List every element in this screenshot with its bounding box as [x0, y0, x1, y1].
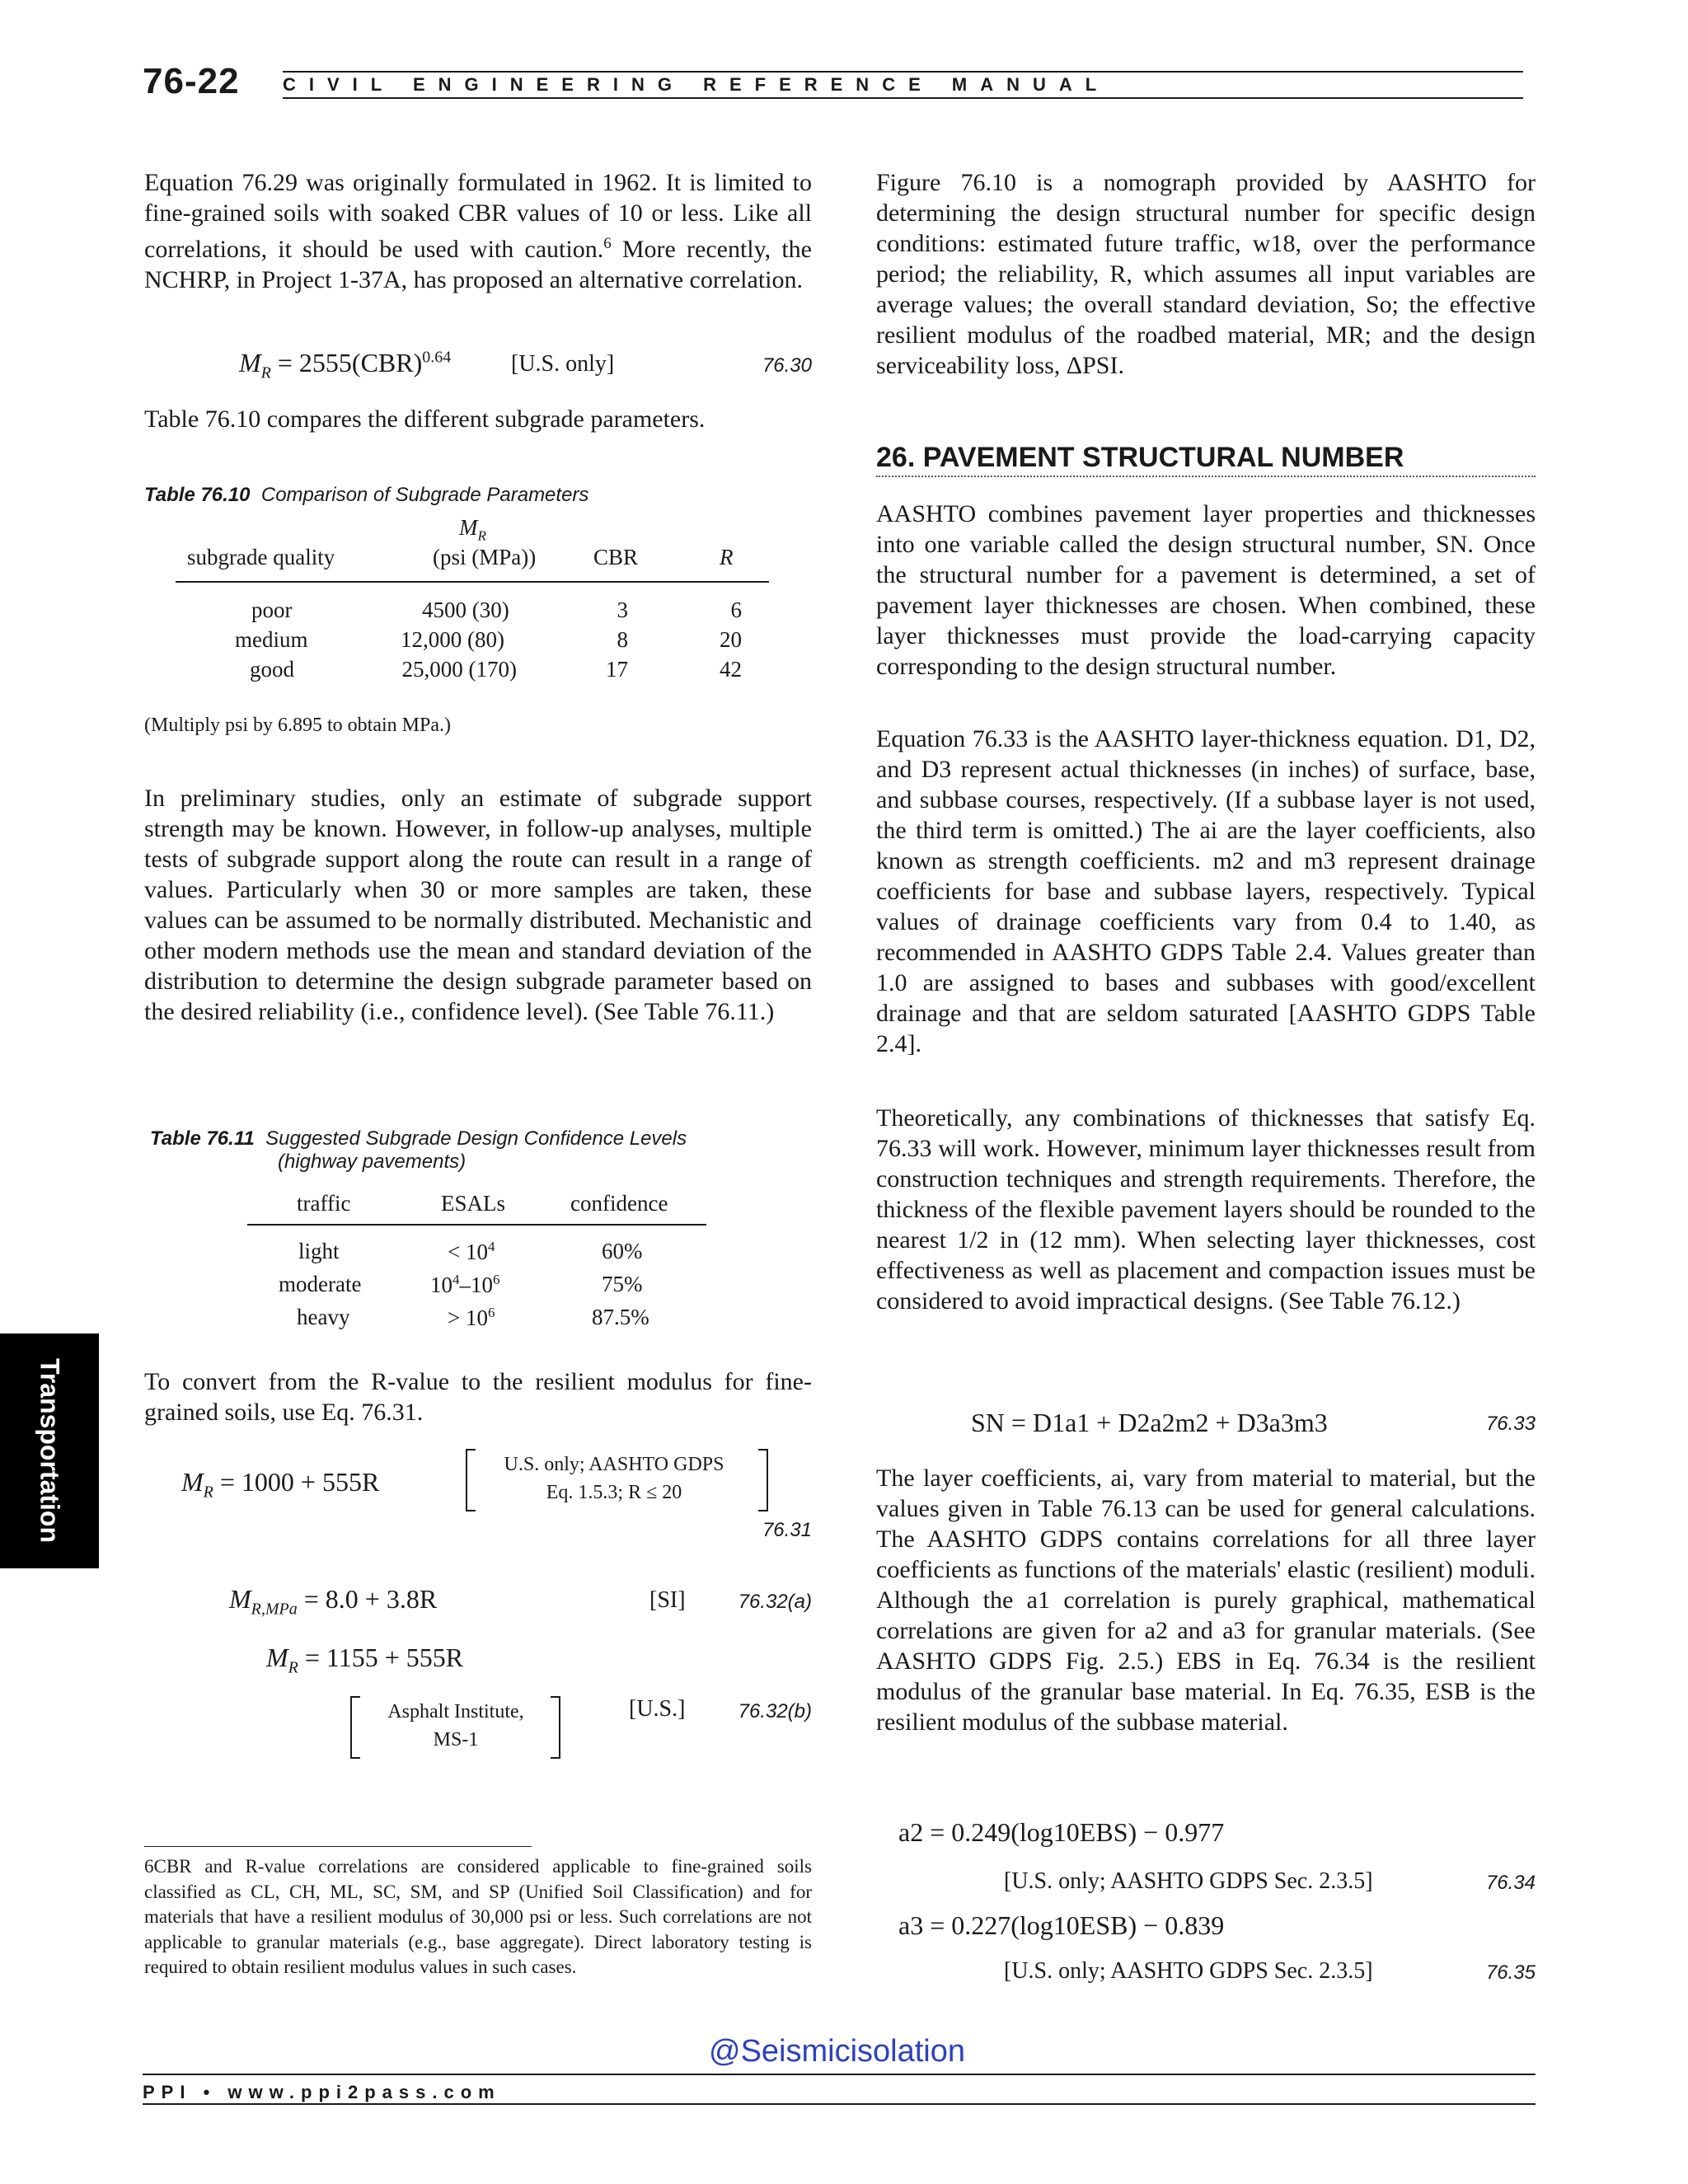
equation-76-34: a2 = 0.249(log10EBS) − 0.977 [U.S. only; AASHTO GDPS Sec. 2.3.5] 76.34 — [898, 1817, 1536, 1894]
equation-number: 76.32(a) — [738, 1591, 812, 1613]
equation-number: 76.35 — [1485, 1961, 1536, 1984]
table-cell: $10^4-10^6$ — [430, 1272, 500, 1297]
watermark-link[interactable]: @Seismicisolation — [709, 2034, 966, 2069]
table-76-10: $M_R$ subgrade quality (psi (MPa)) CBR R poor 4500 (30) 3 6 medium 12,000 (80) 8 20 good 25,000 (170) 17 42 — [144, 515, 787, 672]
table-header: (psi (MPa)) — [433, 545, 537, 569]
table-cell: good — [250, 657, 294, 682]
footnote-rule — [144, 1846, 532, 1847]
equation-number: 76.31 — [762, 1519, 812, 1541]
equation-76-30: $M_R = 2555(CBR)^{0.64}$ [U.S. only] 76.30 — [239, 348, 812, 382]
footer-rule-top — [143, 2074, 1536, 2075]
table-cell: 25,000 (170) — [401, 657, 517, 682]
table-cell: moderate — [279, 1272, 362, 1296]
equation-76-32b: $M_R = 1155 + 555R$ Asphalt Institute, MS-1 [U.S.] 76.32(b) — [266, 1643, 812, 1758]
table-cell: 8 — [617, 627, 628, 652]
right-paragraph-1: Figure 76.10 is a nomograph provided by AASHTO for determining the design structural number for specific design conditions: estimated future traffic, w18, over the performance period; the reliability, R, which assumes all input variables are average values; the overall standard deviation, So; the effective resilient modulus of the roadbed material, MR; and the design serviceability loss, ΔPSI. — [876, 169, 1536, 379]
equation-76-35: a3 = 0.227(log10ESB) − 0.839 [U.S. only; AASHTO GDPS Sec. 2.3.5] 76.35 — [898, 1910, 1536, 1984]
table-76-11-caption: Table 76.11 Suggested Subgrade Design Confidence Levels (highway pavements) — [150, 1127, 687, 1173]
equation-number: 76.30 — [762, 354, 812, 377]
table-cell: < $10^4$ — [448, 1239, 495, 1264]
table-cell: heavy — [297, 1305, 350, 1329]
footnote-6: 6CBR and R-value correlations are considered applicable to fine-grained soils classified as CL, CH, ML, SC, SM, and SP (Unified Soil Classification) and for materials that have a resilient modulus of 30,000 psi or less. Such correlations are not applicable to granular materials (e.g., base aggregate). Direct laboratory testing is required to obtain resilient modulus values in such cases. — [144, 1856, 812, 1977]
table-header: confidence — [570, 1191, 668, 1216]
table-cell: 20 — [720, 627, 742, 652]
footnote-ref[interactable]: 6 — [603, 235, 612, 252]
table-cell: 87.5% — [592, 1305, 649, 1329]
equation-76-32a: $M_{R,MPa} = 8.0 + 3.8R$ [SI] 76.32(a) — [229, 1584, 812, 1619]
right-paragraph-3: Equation 76.33 is the AASHTO layer-thickness equation. D1, D2, and D3 represent actual thicknesses (in inches) of surface, base, and subbase courses, respectively. (If a subbase layer is not used, the third term is omitted.) The ai are the layer coefficients, also known as strength coefficients. m2 and m3 represent drainage coefficients for base and subbase layers, respectively. Typical values of drainage coefficients vary from 0.4 to 1.40, as recommended in AASHTO GDPS Table 2.4. Values greater than 1.0 are assigned to bases and subbases with good/excellent drainage and that are seldom saturated [AASHTO GDPS Table 2.4]. — [876, 725, 1536, 1057]
left-paragraph-2: Table 76.10 compares the different subgrade parameters. — [144, 405, 706, 433]
left-paragraph-1: Equation 76.29 was originally formulated in 1962. It is limited to fine-grained soils with soaked CBR values of 10 or less. Like all correlations, it should be used with caution.$^6$ More recently, the NCHRP, in Project 1-37A, has proposed an alternative correlation. — [144, 169, 812, 293]
header-rule-bottom — [283, 97, 1523, 99]
section-heading: 26. PAVEMENT STRUCTURAL NUMBER — [876, 442, 1404, 473]
table-cell: 4500 (30) — [422, 598, 509, 622]
table-cell: 75% — [602, 1272, 643, 1296]
table-header: subgrade quality — [187, 545, 335, 569]
equation-number: 76.34 — [1485, 1872, 1536, 1894]
table-cell: > $10^6$ — [448, 1305, 495, 1330]
table-76-11 — [247, 1191, 709, 1331]
equation-76-33: SN = D1a1 + D2a2m2 + D3a3m3 76.33 — [971, 1408, 1536, 1437]
table-76-10-caption: Table 76.10 Comparison of Subgrade Parameters — [144, 484, 589, 506]
right-paragraph-2: AASHTO combines pavement layer properties and thicknesses into one variable called the design structural number, SN. Once the structural number for a pavement is determined, a set of pavement layer thicknesses are chosen. When combined, these layer thicknesses must provide the load-carrying capacity corresponding to the design structural number. — [876, 500, 1536, 680]
table-header: ESALs — [441, 1191, 506, 1216]
right-paragraph-5: The layer coefficients, ai, vary from material to material, but the values given in Table 76.13 can be used for general calculations. The AASHTO GDPS contains correlations for all three layer coefficients as functions of the materials' elastic (resilient) moduli. Although the a1 correlation is purely graphical, mathematical correlations are given for a2 and a3 for granular materials. (See AASHTO GDPS Fig. 2.5.) EBS in Eq. 76.34 is the resilient modulus of the granular base material. In Eq. 76.35, ESB is the resilient modulus of the subbase material. — [876, 1465, 1536, 1736]
table-cell: 42 — [720, 657, 742, 682]
running-title: CIVIL ENGINEERING REFERENCE MANUAL — [283, 74, 1110, 95]
left-paragraph-4: To convert from the R-value to the resilient modulus for fine-grained soils, use Eq. 76.31. — [144, 1368, 812, 1426]
header-rule-top — [283, 71, 1523, 73]
section-tab-label: Transportation — [35, 1357, 65, 1544]
equation-number: 76.32(b) — [738, 1700, 812, 1722]
left-paragraph-3: In preliminary studies, only an estimate of subgrade support strength may be known. However, in follow-up analyses, multiple tests of subgrade support along the route can result in a range of values. Particularly when 30 or more samples are taken, these values can be assumed to be normally distributed. Mechanistic and other modern methods use the mean and standard deviation of the distribution to determine the design subgrade parameter based on the desired reliability (i.e., confidence level). (See Table 76.11.) — [144, 785, 812, 1025]
table-cell: medium — [235, 627, 308, 652]
page-number: 76-22 — [143, 61, 240, 101]
table-header: traffic — [297, 1191, 351, 1216]
footer-rule-bottom — [143, 2103, 1536, 2105]
table-header: R — [720, 545, 734, 569]
table-cell: 3 — [617, 598, 628, 622]
section-heading-rule — [876, 476, 1536, 477]
right-paragraph-4: Theoretically, any combinations of thicknesses that satisfy Eq. 76.33 will work. However, minimum layer thicknesses result from construction techniques and strength requirements. Therefore, the thickness of the flexible pavement layers should be rounded to the nearest 1/2 in (12 mm). When selecting layer thicknesses, cost effectiveness as well as placement and compaction issues must be considered to avoid impractical designs. (See Table 76.12.) — [876, 1104, 1536, 1315]
table-cell: 60% — [602, 1239, 643, 1263]
equation-76-31: $M_R = 1000 + 555R$ U.S. only; AASHTO GDPS Eq. 1.5.3; R ≤ 20 76.31 — [181, 1449, 812, 1544]
section-tab[interactable] — [0, 1333, 99, 1568]
table-cell: poor — [251, 598, 293, 622]
table-76-10-note: (Multiply psi by 6.895 to obtain MPa.) — [144, 715, 451, 736]
table-cell: 12,000 (80) — [401, 627, 504, 652]
equation-number: 76.33 — [1485, 1413, 1536, 1435]
table-cell: light — [298, 1239, 340, 1263]
table-cell: 6 — [730, 598, 742, 622]
footer-publisher: PPI • www.ppi2pass.com — [143, 2082, 501, 2102]
table-cell: 17 — [606, 657, 628, 682]
table-header: CBR — [593, 545, 639, 569]
